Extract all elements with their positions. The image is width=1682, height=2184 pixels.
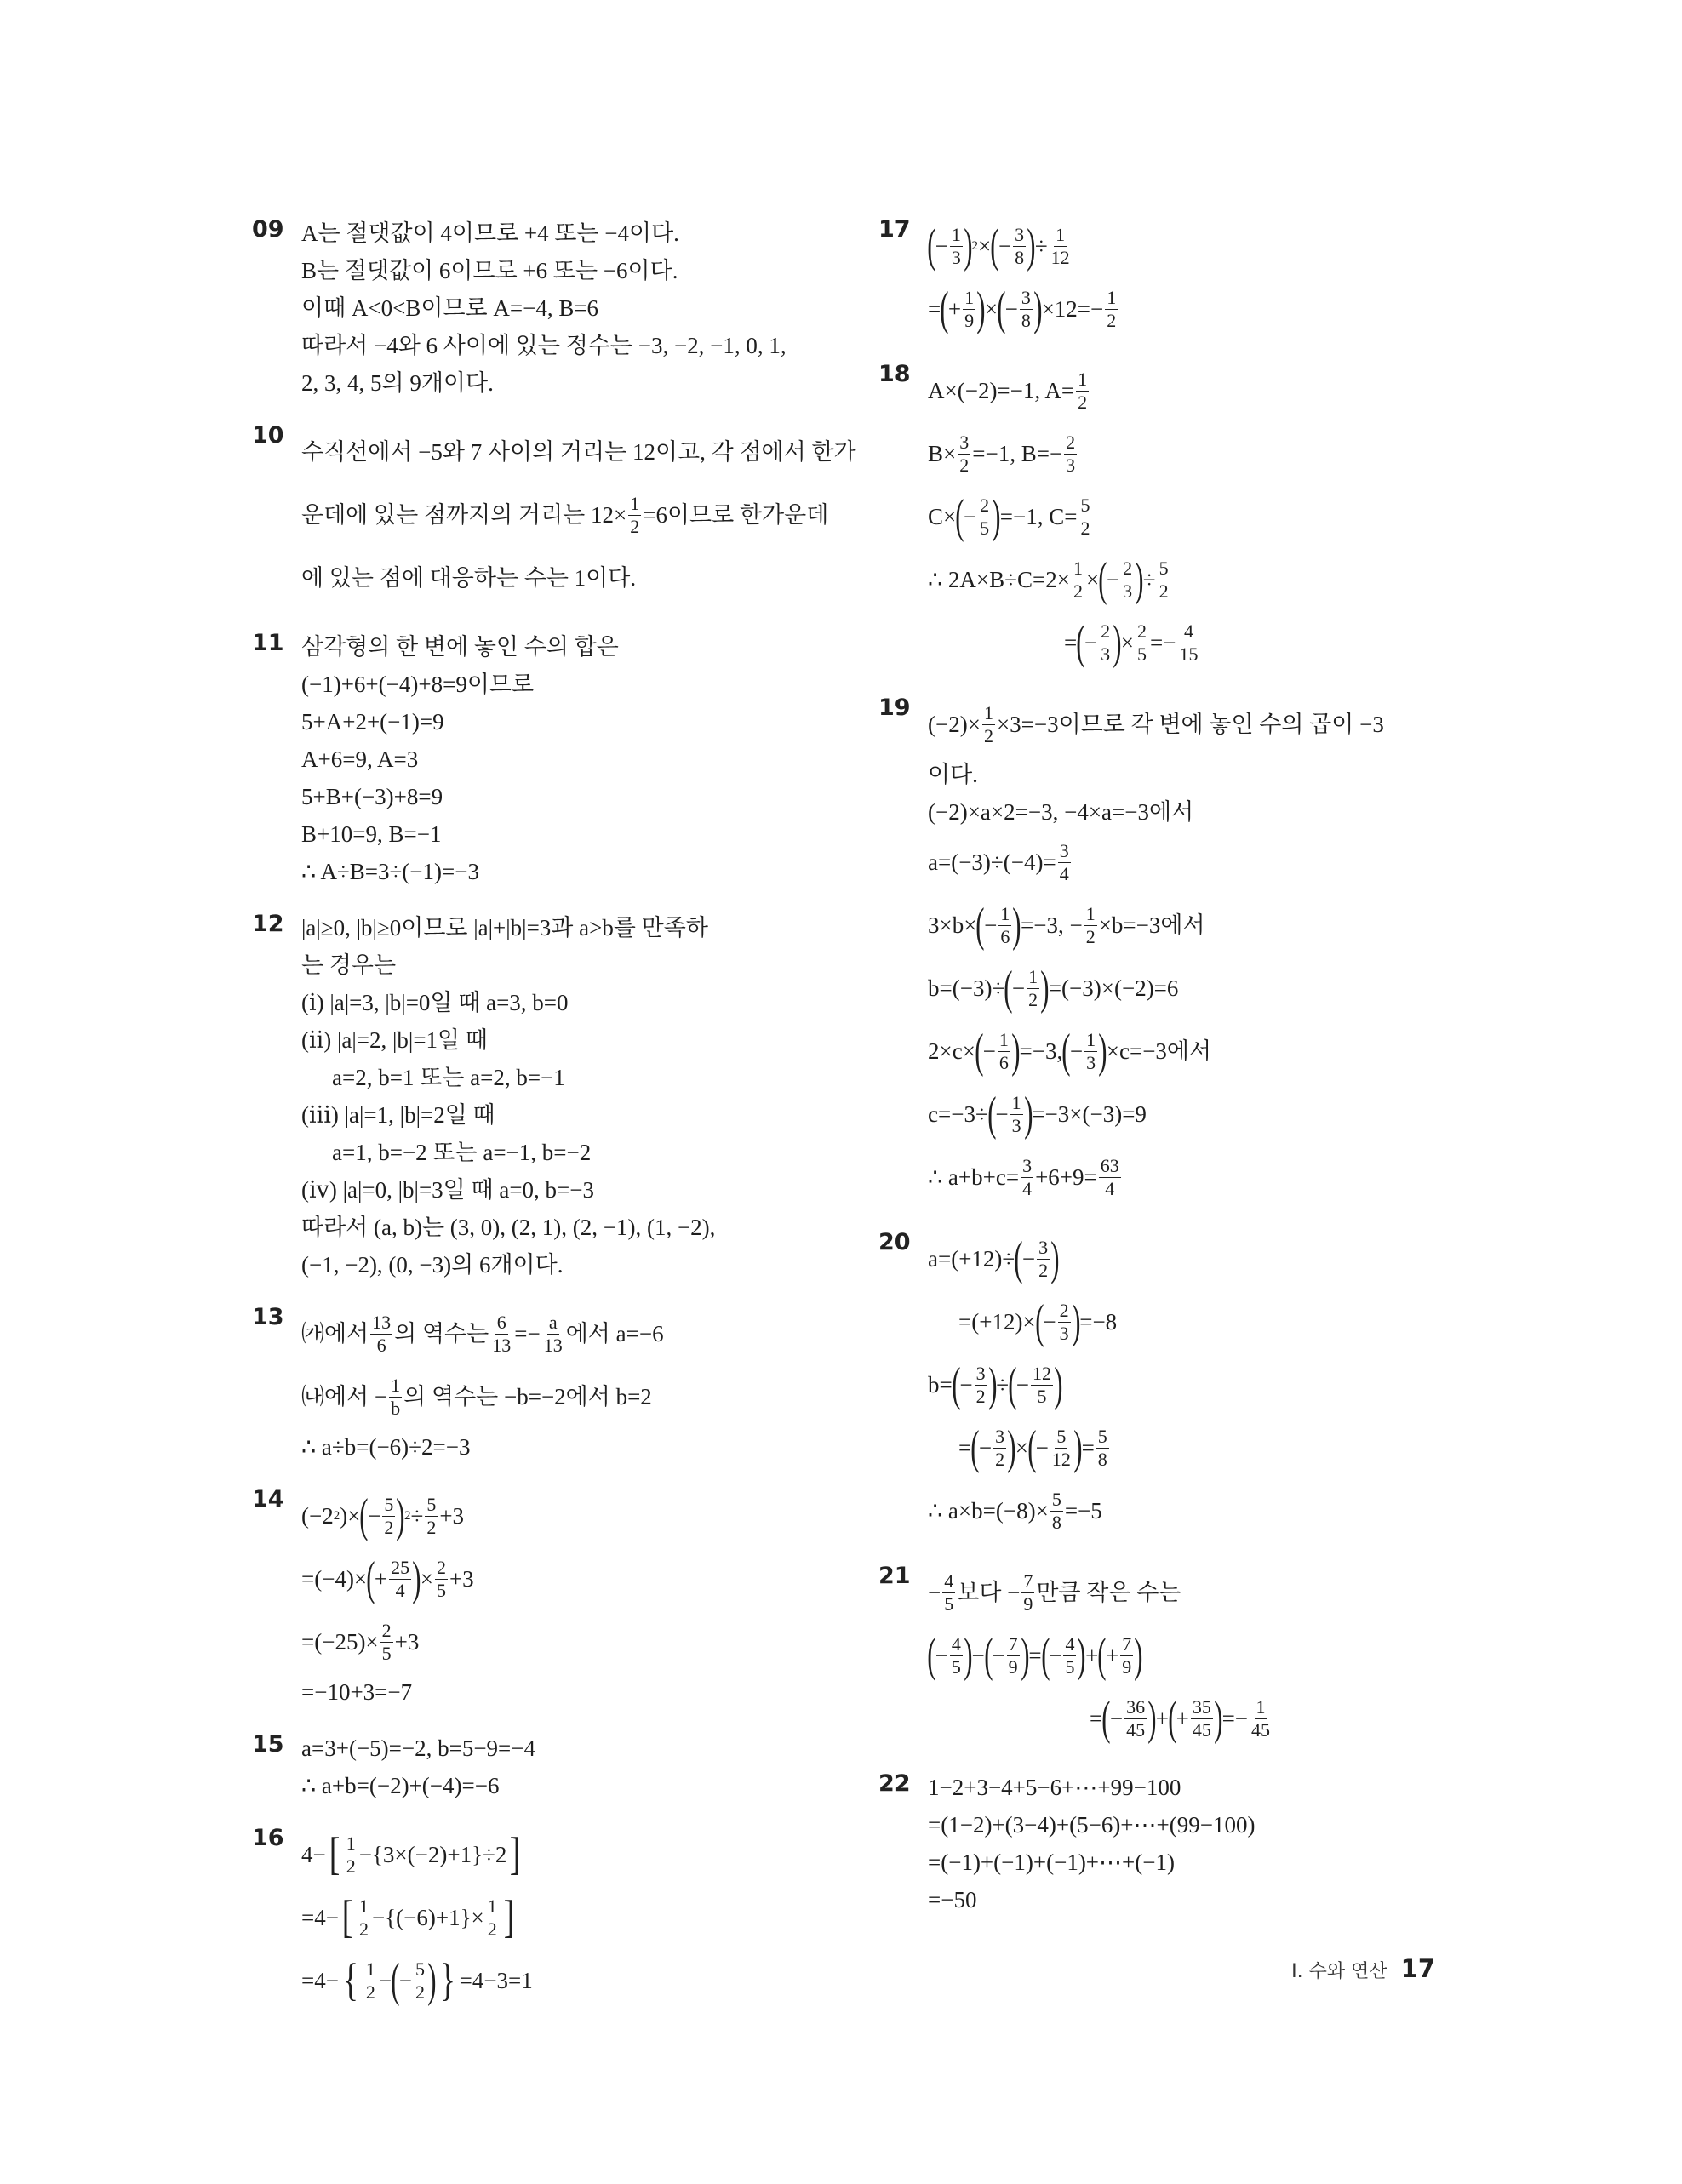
problem-number: 22	[878, 1770, 911, 1797]
solution-line: 이때 A<0<B이므로 A=−4, B=6	[301, 294, 599, 321]
fraction: $\frac{5}{2}$	[1080, 495, 1090, 539]
solution-line: ∴ A÷B=3÷(−1)=−3	[301, 858, 479, 884]
solution-line: =(+12)× ( − $\frac{2}{3}$ ) =−8	[958, 1295, 1118, 1348]
fraction: $\frac{2}{3}$	[1059, 1300, 1069, 1344]
solution-line: =−10+3=−7	[301, 1678, 413, 1705]
text: =6이므로 한가운데	[643, 501, 829, 528]
solution-line: a=(−3)÷(−4)= $\frac{3}{4}$	[928, 840, 1069, 884]
fraction: $\frac{3}{2}$	[959, 432, 970, 476]
problem-20	[878, 1227, 1474, 1542]
fraction: $\frac{5}{2}$	[426, 1494, 437, 1538]
fraction: $\frac{3}{2}$	[975, 1363, 986, 1407]
solution-line: =(−1)+(−1)+(−1)+⋯+(−1)	[928, 1849, 1175, 1875]
fraction: $\frac{1}{9}$	[964, 287, 975, 331]
fraction: $\frac{1}{3}$	[1086, 1029, 1096, 1073]
page-footer	[1291, 1954, 1435, 1983]
page-number: 17	[1400, 1954, 1435, 1983]
solution-line: (ⅰ) |a|=3, |b|=0일 때 a=3, b=0	[301, 989, 569, 1015]
solution-line: 에 있는 점에 대응하는 수는 1이다.	[301, 564, 637, 591]
problem-number: 15	[252, 1731, 284, 1758]
fraction: $\frac{1}{2}$	[983, 702, 993, 746]
fraction: $\frac{7}{9}$	[1122, 1633, 1132, 1678]
solution-line: (ⅲ) |a|=1, |b|=2일 때	[301, 1101, 495, 1128]
fraction: $\frac{2}{5}$	[436, 1557, 446, 1601]
fraction: $\frac{4}{5}$	[951, 1633, 961, 1678]
problem-number: 10	[252, 422, 284, 449]
solution-line	[301, 483, 831, 546]
fraction: $\frac{1}{2}$	[630, 493, 640, 537]
solution-line: 따라서 −4와 6 사이에 있는 정수는 −3, −2, −1, 0, 1,	[301, 332, 787, 358]
fraction: $\frac{25}{4}$	[391, 1557, 410, 1601]
solution-line: B+10=9, B=−1	[301, 820, 442, 847]
solution-line: 삼각형의 한 변에 놓인 수의 합은	[301, 633, 619, 660]
solution-line: =4− { 1 2 − ( − $\frac{5}{2}$ ) } =4−3=1	[301, 1953, 533, 2007]
fraction: $\frac{1}{3}$	[951, 224, 961, 268]
fraction: $\frac{35}{45}$	[1192, 1696, 1211, 1741]
solution-line: − $\frac{4}{5}$ 보다 − $\frac{7}{9}$ 만큼 작은 수는	[928, 1570, 1181, 1615]
solution-line: 이다.	[928, 761, 978, 787]
fraction: $\frac{5}{12}$	[1051, 1426, 1071, 1470]
solution-line: ( − $\frac{4}{5}$ ) − ( − $\frac{7}{9}$ ) = ( − $\frac{4}{5}$ ) + ( + $\frac{7}{9}$ )	[927, 1628, 1143, 1682]
solution-line: b= ( − $\frac{3}{2}$ ) ÷ ( − $\frac{12}{5}$ )	[928, 1358, 1063, 1411]
solution-line: ∴ a÷b=(−6)÷2=−3	[301, 1433, 471, 1460]
fraction: 1 2	[346, 1832, 356, 1877]
fraction: $\frac{3}{2}$	[995, 1426, 1005, 1470]
solution-line: = ( − $\frac{36}{45}$ ) + ( + $\frac{35}{45}$ ) =− $\frac{1}{45}$	[1090, 1691, 1271, 1745]
problem-11	[252, 628, 831, 890]
fraction: $\frac{7}{9}$	[1023, 1570, 1033, 1615]
fraction: 13 6	[372, 1312, 392, 1356]
fraction: $\frac{a}{13}$	[543, 1312, 563, 1356]
solution-line: 2×c× ( − $\frac{1}{6}$ ) =−3, ( − $\frac{1}{3}$ ) ×c=−3에서	[928, 1024, 1212, 1078]
problem-18	[878, 359, 1474, 674]
solution-line: 3×b× ( − $\frac{1}{6}$ ) =−3, − $\frac{1}{2}$ ×b=−3에서	[928, 898, 1205, 952]
solution-line: (−2)× $\frac{1}{2}$ ×3=−3이므로 각 변에 놓인 수의 곱이 −3	[928, 702, 1384, 746]
fraction: $\frac{6}{13}$	[492, 1312, 512, 1356]
problem-number: 11	[252, 630, 284, 656]
solution-line: ㈏에서 − $\frac{1}{b}$ 의 역수는 −b=−2에서 b=2	[301, 1375, 652, 1419]
problem-14	[252, 1484, 831, 1711]
problem-19	[878, 693, 1474, 1209]
solution-line: A는 절댓값이 4이므로 +4 또는 −4이다.	[301, 220, 679, 246]
solution-line: = ( − $\frac{2}{3}$ ) × $\frac{2}{5}$ =− $\frac{4}{15}$	[1064, 615, 1199, 669]
solution-line: (−1, −2), (0, −3)의 6개이다.	[301, 1251, 564, 1278]
problem-number: 13	[252, 1304, 284, 1330]
problem-16	[252, 1823, 831, 2012]
fraction: $\frac{5}{2}$	[1159, 557, 1169, 602]
solution-line: ∴ a+b+c= $\frac{3}{4}$ +6+9= $\frac{63}{4}$	[928, 1155, 1119, 1199]
solution-line: (−2 2 )× ( − $\frac{5}{2}$ ) 2 ÷ $\frac{5}{2}$ +3	[301, 1489, 465, 1542]
solution-line: ㈎에서 13 6 의 역수는 $\frac{6}{13}$ =− $\frac{a}{13}$ 에서 a=−6	[301, 1312, 664, 1356]
problem-number: 20	[878, 1229, 911, 1255]
solution-line: ∴ 2A×B÷C=2× $\frac{1}{2}$ × ( − $\frac{2}{3}$ ) ÷ $\frac{5}{2}$	[928, 552, 1169, 606]
fraction: $\frac{4}{5}$	[1065, 1633, 1075, 1678]
solution-line: 4− [ 1 2 −{3×(−2)+1}÷2 ]	[301, 1828, 521, 1880]
solution-line: =(−25)× $\frac{2}{5}$ +3	[301, 1620, 420, 1664]
solution-line: a=2, b=1 또는 a=2, b=−1	[332, 1064, 565, 1090]
solution-line: a=1, b=−2 또는 a=−1, b=−2	[332, 1139, 592, 1165]
problem-number: 14	[252, 1486, 284, 1512]
fraction: $\frac{5}{2}$	[415, 1958, 426, 2003]
fraction: $\frac{36}{45}$	[1126, 1696, 1146, 1741]
problem-17	[878, 214, 1474, 340]
fraction: $\frac{1}{2}$	[487, 1895, 497, 1940]
fraction: $\frac{2}{5}$	[980, 495, 990, 539]
fraction: $\frac{1}{b}$	[391, 1375, 401, 1419]
fraction: $\frac{3}{2}$	[1038, 1237, 1049, 1281]
fraction: $\frac{1}{2}$	[1028, 966, 1038, 1010]
fraction: $\frac{63}{4}$	[1100, 1155, 1119, 1199]
solution-line: 5+B+(−3)+8=9	[301, 783, 443, 809]
solution-line: ( − $\frac{1}{3}$ ) 2 × ( − $\frac{3}{8}$ ) ÷ $\frac{1}{12}$	[927, 219, 1070, 272]
problem-15	[252, 1729, 831, 1804]
fraction: $\frac{4}{5}$	[944, 1570, 954, 1615]
fraction: $\frac{12}{5}$	[1033, 1363, 1051, 1407]
fraction: $\frac{5}{2}$	[384, 1494, 394, 1538]
fraction: 1 2	[358, 1895, 369, 1940]
fraction: $\frac{2}{3}$	[1066, 432, 1076, 476]
problem-12	[252, 909, 831, 1284]
solution-line: 따라서 (a, b)는 (3, 0), (2, 1), (2, −1), (1, −2),	[301, 1214, 716, 1240]
problem-13	[252, 1302, 831, 1466]
fraction: $\frac{2}{5}$	[381, 1620, 392, 1664]
solution-line: =−50	[928, 1886, 977, 1912]
problem-number: 09	[252, 216, 284, 243]
fraction: $\frac{1}{2}$	[1085, 903, 1096, 947]
problem-number: 16	[252, 1825, 284, 1851]
solution-line: =(−4)× ( + $\frac{25}{4}$ ) × $\frac{2}{5}$ +3	[301, 1552, 474, 1605]
solution-line: c=−3÷ ( − $\frac{1}{3}$ ) =−3×(−3)=9	[928, 1087, 1147, 1141]
solution-line: (ⅳ) |a|=0, |b|=3일 때 a=0, b=−3	[301, 1176, 595, 1203]
problem-09	[252, 214, 831, 402]
fraction: $\frac{1}{2}$	[1073, 557, 1083, 602]
solution-line: 수직선에서 −5와 7 사이의 거리는 12이고, 각 점에서 한가	[301, 438, 856, 465]
fraction: $\frac{5}{8}$	[1097, 1426, 1107, 1470]
fraction: $\frac{1}{45}$	[1251, 1696, 1271, 1741]
solution-line: = ( + $\frac{1}{9}$ ) × ( − $\frac{3}{8}$ ) ×12=− $\frac{1}{2}$	[928, 282, 1117, 335]
fraction: 1 2	[365, 1958, 375, 2003]
solution-line: B는 절댓값이 6이므로 +6 또는 −6이다.	[301, 257, 678, 283]
solution-line: C× ( − $\frac{2}{5}$ ) =−1, C= $\frac{5}{2}$	[928, 489, 1090, 543]
fraction: $\frac{4}{15}$	[1179, 620, 1199, 665]
solution-line: b=(−3)÷ ( − $\frac{1}{2}$ ) =(−3)×(−2)=6	[928, 961, 1179, 1015]
problem-22	[878, 1769, 1474, 1918]
solution-line: A+6=9, A=3	[301, 746, 419, 772]
solution-line: =4− [ 1 2 −{(−6)+1}× $\frac{1}{2}$ ]	[301, 1891, 515, 1943]
solution-line: ∴ a+b=(−2)+(−4)=−6	[301, 1772, 500, 1798]
fraction: $\frac{3}{4}$	[1022, 1155, 1033, 1199]
solution-line: (−2)×a×2=−3, −4×a=−3에서	[928, 798, 1194, 825]
problem-number: 17	[878, 216, 911, 243]
fraction: $\frac{2}{3}$	[1101, 620, 1111, 665]
problem-10	[252, 420, 856, 609]
solution-line: 1−2+3−4+5−6+⋯+99−100	[928, 1774, 1181, 1800]
problem-number: 21	[878, 1563, 911, 1589]
fraction: $\frac{7}{9}$	[1008, 1633, 1018, 1678]
problem-number: 12	[252, 911, 284, 937]
solution-line: =(1−2)+(3−4)+(5−6)+⋯+(99−100)	[928, 1811, 1256, 1838]
text: 운데에 있는 점까지의 거리는 12×	[301, 501, 627, 528]
fraction: $\frac{1}{12}$	[1050, 224, 1070, 268]
fraction: $\frac{1}{6}$	[998, 1029, 1009, 1073]
solution-line: 는 경우는	[301, 952, 397, 978]
solution-line: a=3+(−5)=−2, b=5−9=−4	[301, 1735, 536, 1761]
right-column	[878, 214, 1474, 1937]
solution-line: 2, 3, 4, 5의 9개이다.	[301, 369, 494, 396]
fraction: $\frac{2}{3}$	[1123, 557, 1133, 602]
solution-line: (−1)+6+(−4)+8=9이므로	[301, 671, 535, 697]
problem-number: 18	[878, 361, 911, 387]
fraction: $\frac{1}{6}$	[1000, 903, 1010, 947]
solution-line: ∴ a×b=(−8)× $\frac{5}{8}$ =−5	[928, 1489, 1102, 1533]
fraction: $\frac{3}{8}$	[1015, 224, 1025, 268]
solution-line: A×(−2)=−1, A= $\frac{1}{2}$	[928, 369, 1088, 413]
fraction: $\frac{1}{2}$	[1107, 287, 1117, 331]
solution-line: a=(+12)÷ ( − $\frac{3}{2}$ )	[928, 1232, 1060, 1285]
fraction: $\frac{3}{4}$	[1059, 840, 1069, 884]
solution-line: (ⅱ) |a|=2, |b|=1일 때	[301, 1026, 488, 1053]
fraction: $\frac{1}{3}$	[1011, 1092, 1021, 1136]
solution-line: 5+A+2+(−1)=9	[301, 708, 444, 735]
left-column	[252, 214, 856, 2031]
solution-line: |a|≥0, |b|≥0이므로 |a|+|b|=3과 a>b를 만족하	[301, 914, 708, 940]
problem-number: 19	[878, 695, 911, 721]
problem-21	[878, 1561, 1474, 1750]
fraction: $\frac{2}{5}$	[1137, 620, 1147, 665]
solution-line: = ( − $\frac{3}{2}$ ) × ( − $\frac{5}{12}$ ) = $\frac{5}{8}$	[958, 1421, 1107, 1474]
solution-line: B× $\frac{3}{2}$ =−1, B=− $\frac{2}{3}$	[928, 432, 1076, 476]
fraction: $\frac{1}{2}$	[1078, 369, 1088, 413]
fraction: $\frac{5}{8}$	[1051, 1489, 1061, 1533]
chapter-label: I. 수와 연산	[1291, 1961, 1387, 1982]
fraction: $\frac{3}{8}$	[1021, 287, 1031, 331]
